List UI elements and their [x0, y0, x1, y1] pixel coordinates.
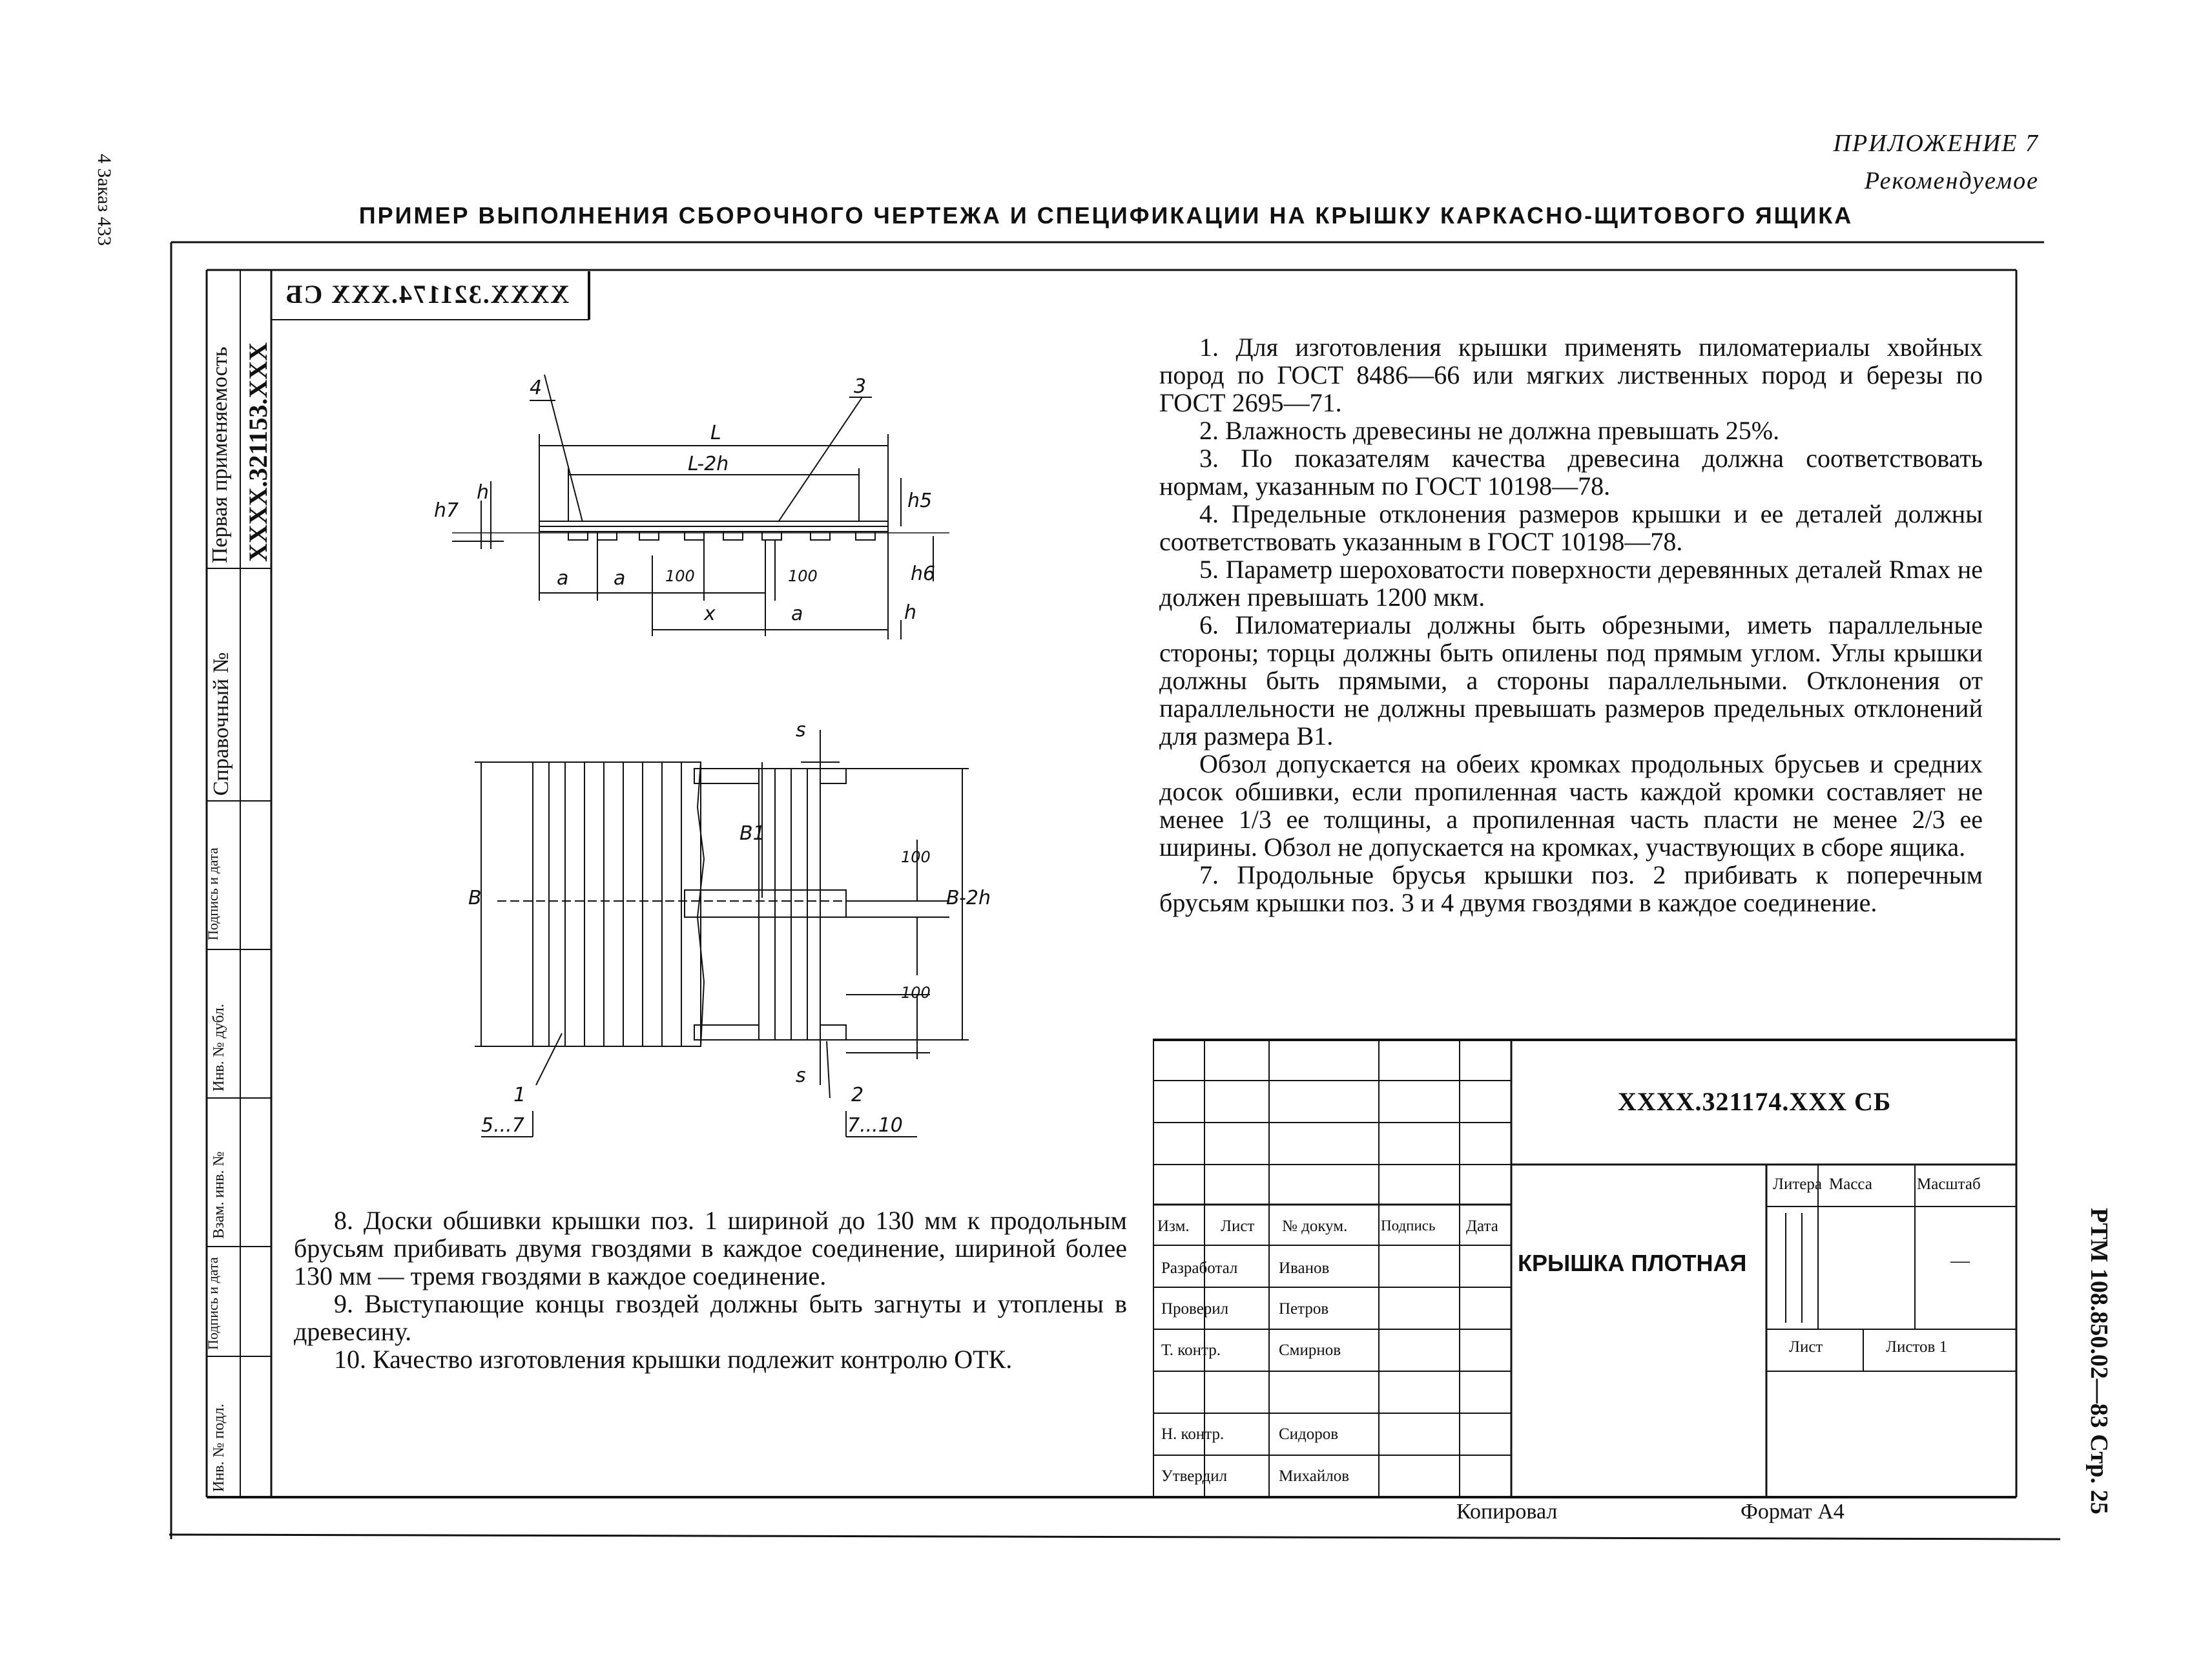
note-6-wane: Обзол допускается на обеих кромках продольных брусьев и средних досок обшивки, если пропиленная часть каждой кромки составляет не менее 1/3 ее толщины, а пропиленная часть пласти не менее 2/3 ее ширины. Обзол не допускается на кромках, участвующих в сборе ящика.	[1159, 749, 1983, 862]
label-position-2-range: 7...10	[847, 1114, 903, 1137]
label-h-2: h	[904, 601, 917, 624]
note-10: 10. Качество изготовления крышки подлежит контролю ОТК.	[334, 1345, 1013, 1374]
note-4: 4. Предельные отклонения размеров крышки и ее деталей должны соответствовать указанным в ГОСТ 10198—78.	[1159, 499, 1983, 556]
label-B-minus-2h: B-2h	[946, 887, 991, 909]
name-tech-control: Смирнов	[1279, 1341, 1341, 1359]
reference-number-label: Справочный №	[209, 652, 233, 796]
sheet-label: Лист	[1789, 1338, 1823, 1356]
appendix-label: ПРИЛОЖЕНИЕ 7	[1833, 130, 2039, 157]
page-title: ПРИМЕР ВЫПОЛНЕНИЯ СБОРОЧНОГО ЧЕРТЕЖА И СПЕЦИФИКАЦИИ НА КРЫШКУ КАРКАСНО-ЩИТОВОГО ЯЩИКА	[358, 202, 1854, 229]
first-use-value: XXXX.321153.XXX	[243, 342, 273, 562]
technical-requirements-bottom	[294, 1207, 1127, 1373]
label-s-1: s	[796, 719, 806, 741]
label-x: x	[704, 603, 716, 625]
label-length-minus-2h: L-2h	[688, 453, 729, 475]
scale-label: Масштаб	[1917, 1176, 1981, 1193]
role-developer: Разработал	[1161, 1259, 1238, 1277]
label-s-2: s	[796, 1064, 806, 1087]
title-block-doc-code: XXXX.321174.XXX СБ	[1618, 1087, 1892, 1116]
document-code-margin: РТМ 108.850.02—83 Стр. 25	[2085, 1208, 2113, 1515]
title-block-name: КРЫШКА ПЛОТНАЯ	[1518, 1250, 1747, 1276]
signature-date-label-1: Подпись и дата	[205, 847, 221, 940]
label-100-2: 100	[788, 567, 818, 585]
copied-label: Копировал	[1456, 1500, 1558, 1524]
assembly-drawing	[413, 362, 995, 1143]
role-norm-control: Н. контр.	[1161, 1425, 1225, 1443]
replacement-inventory-label: Взам. инв. №	[211, 1151, 227, 1239]
label-h7: h7	[434, 499, 459, 522]
note-9: 9. Выступающие концы гвоздей должны быть загнуты и утоплены в древесину.	[294, 1289, 1127, 1346]
label-position-1: 1	[513, 1084, 526, 1106]
note-1: 1. Для изготовления крышки применять пиломатериалы хвойных пород по ГОСТ 8486—66 или мягких лиственных пород и березы по ГОСТ 2695—71.	[1159, 333, 1983, 417]
col-document: № докум.	[1282, 1217, 1348, 1235]
label-B: B	[468, 887, 482, 909]
label-h6: h6	[911, 563, 936, 585]
label-100-1: 100	[665, 567, 695, 585]
note-5: 5. Параметр шероховатости поверхности деревянных деталей Rmax не должен превышать 1200 мкм.	[1159, 555, 1983, 612]
label-a-1: a	[557, 567, 569, 590]
col-signature: Подпись	[1381, 1217, 1436, 1234]
note-7: 7. Продольные брусья крышки поз. 2 прибивать к поперечным брусьям крышки поз. 3 и 4 двумя гвоздями в каждое соединение.	[1159, 860, 1983, 917]
inventory-original-label: Инв. № подл.	[211, 1404, 227, 1492]
litera-label: Литера	[1773, 1176, 1822, 1193]
label-position-1-range: 5...7	[481, 1114, 524, 1137]
label-length: L	[710, 422, 721, 444]
role-checker: Проверил	[1161, 1300, 1229, 1318]
label-100-3: 100	[901, 848, 931, 866]
name-checker: Петров	[1279, 1300, 1329, 1318]
note-3: 3. По показателям качества древесина должна соответствовать нормам, указанным по ГОСТ 10198—78.	[1159, 444, 1983, 501]
name-norm-control: Сидоров	[1279, 1425, 1339, 1443]
label-a-2: a	[614, 567, 626, 590]
technical-requirements-top	[1159, 333, 1983, 917]
name-developer: Иванов	[1279, 1259, 1330, 1277]
role-approver: Утвердил	[1161, 1467, 1228, 1485]
label-position-3: 3	[854, 375, 867, 398]
col-change: Изм.	[1157, 1217, 1190, 1235]
label-100-4: 100	[901, 984, 931, 1002]
format-label: Формат А4	[1741, 1500, 1845, 1524]
col-sheet: Лист	[1221, 1217, 1255, 1235]
scale-value: —	[1950, 1250, 1970, 1271]
label-position-4: 4	[530, 377, 543, 399]
sheets-total: Листов 1	[1886, 1338, 1948, 1356]
label-h5: h5	[907, 490, 933, 512]
inventory-duplicate-label: Инв. № дубл.	[211, 1004, 227, 1092]
note-6: 6. Пиломатериалы должны быть обрезными, иметь параллельные стороны; торцы должны быть опилены под прямым углом. Углы крышки должны быть прямыми, а стороны параллельными. Отклонения от параллельности не должны превышать размеров предельных отклонений для размера B1.	[1159, 610, 1983, 751]
mass-label: Масса	[1829, 1176, 1872, 1193]
label-a-3: a	[791, 603, 803, 625]
note-2: 2. Влажность древесины не должна превышать 25%.	[1199, 416, 1780, 445]
recommended-label: Рекомендуемое	[1864, 167, 2039, 194]
col-date: Дата	[1466, 1217, 1498, 1235]
label-B1: B1	[739, 822, 765, 845]
name-approver: Михайлов	[1279, 1467, 1350, 1485]
role-tech-control: Т. контр.	[1161, 1341, 1221, 1359]
signature-date-label-2: Подпись и дата	[205, 1257, 221, 1350]
note-8: 8. Доски обшивки крышки поз. 1 шириной до 130 мм к продольным брусьям прибивать двумя гвоздями в каждое соединение, шириной более 130 мм — тремя гвоздями в каждое соединение.	[294, 1206, 1127, 1290]
label-position-2: 2	[851, 1084, 864, 1106]
label-h: h	[477, 481, 490, 504]
order-number: 4 Заказ 433	[94, 154, 115, 246]
first-use-label: Первая применяемость	[208, 346, 232, 563]
drawing-code-mirrored: XXXX.321174.XXX СБ	[284, 280, 570, 309]
